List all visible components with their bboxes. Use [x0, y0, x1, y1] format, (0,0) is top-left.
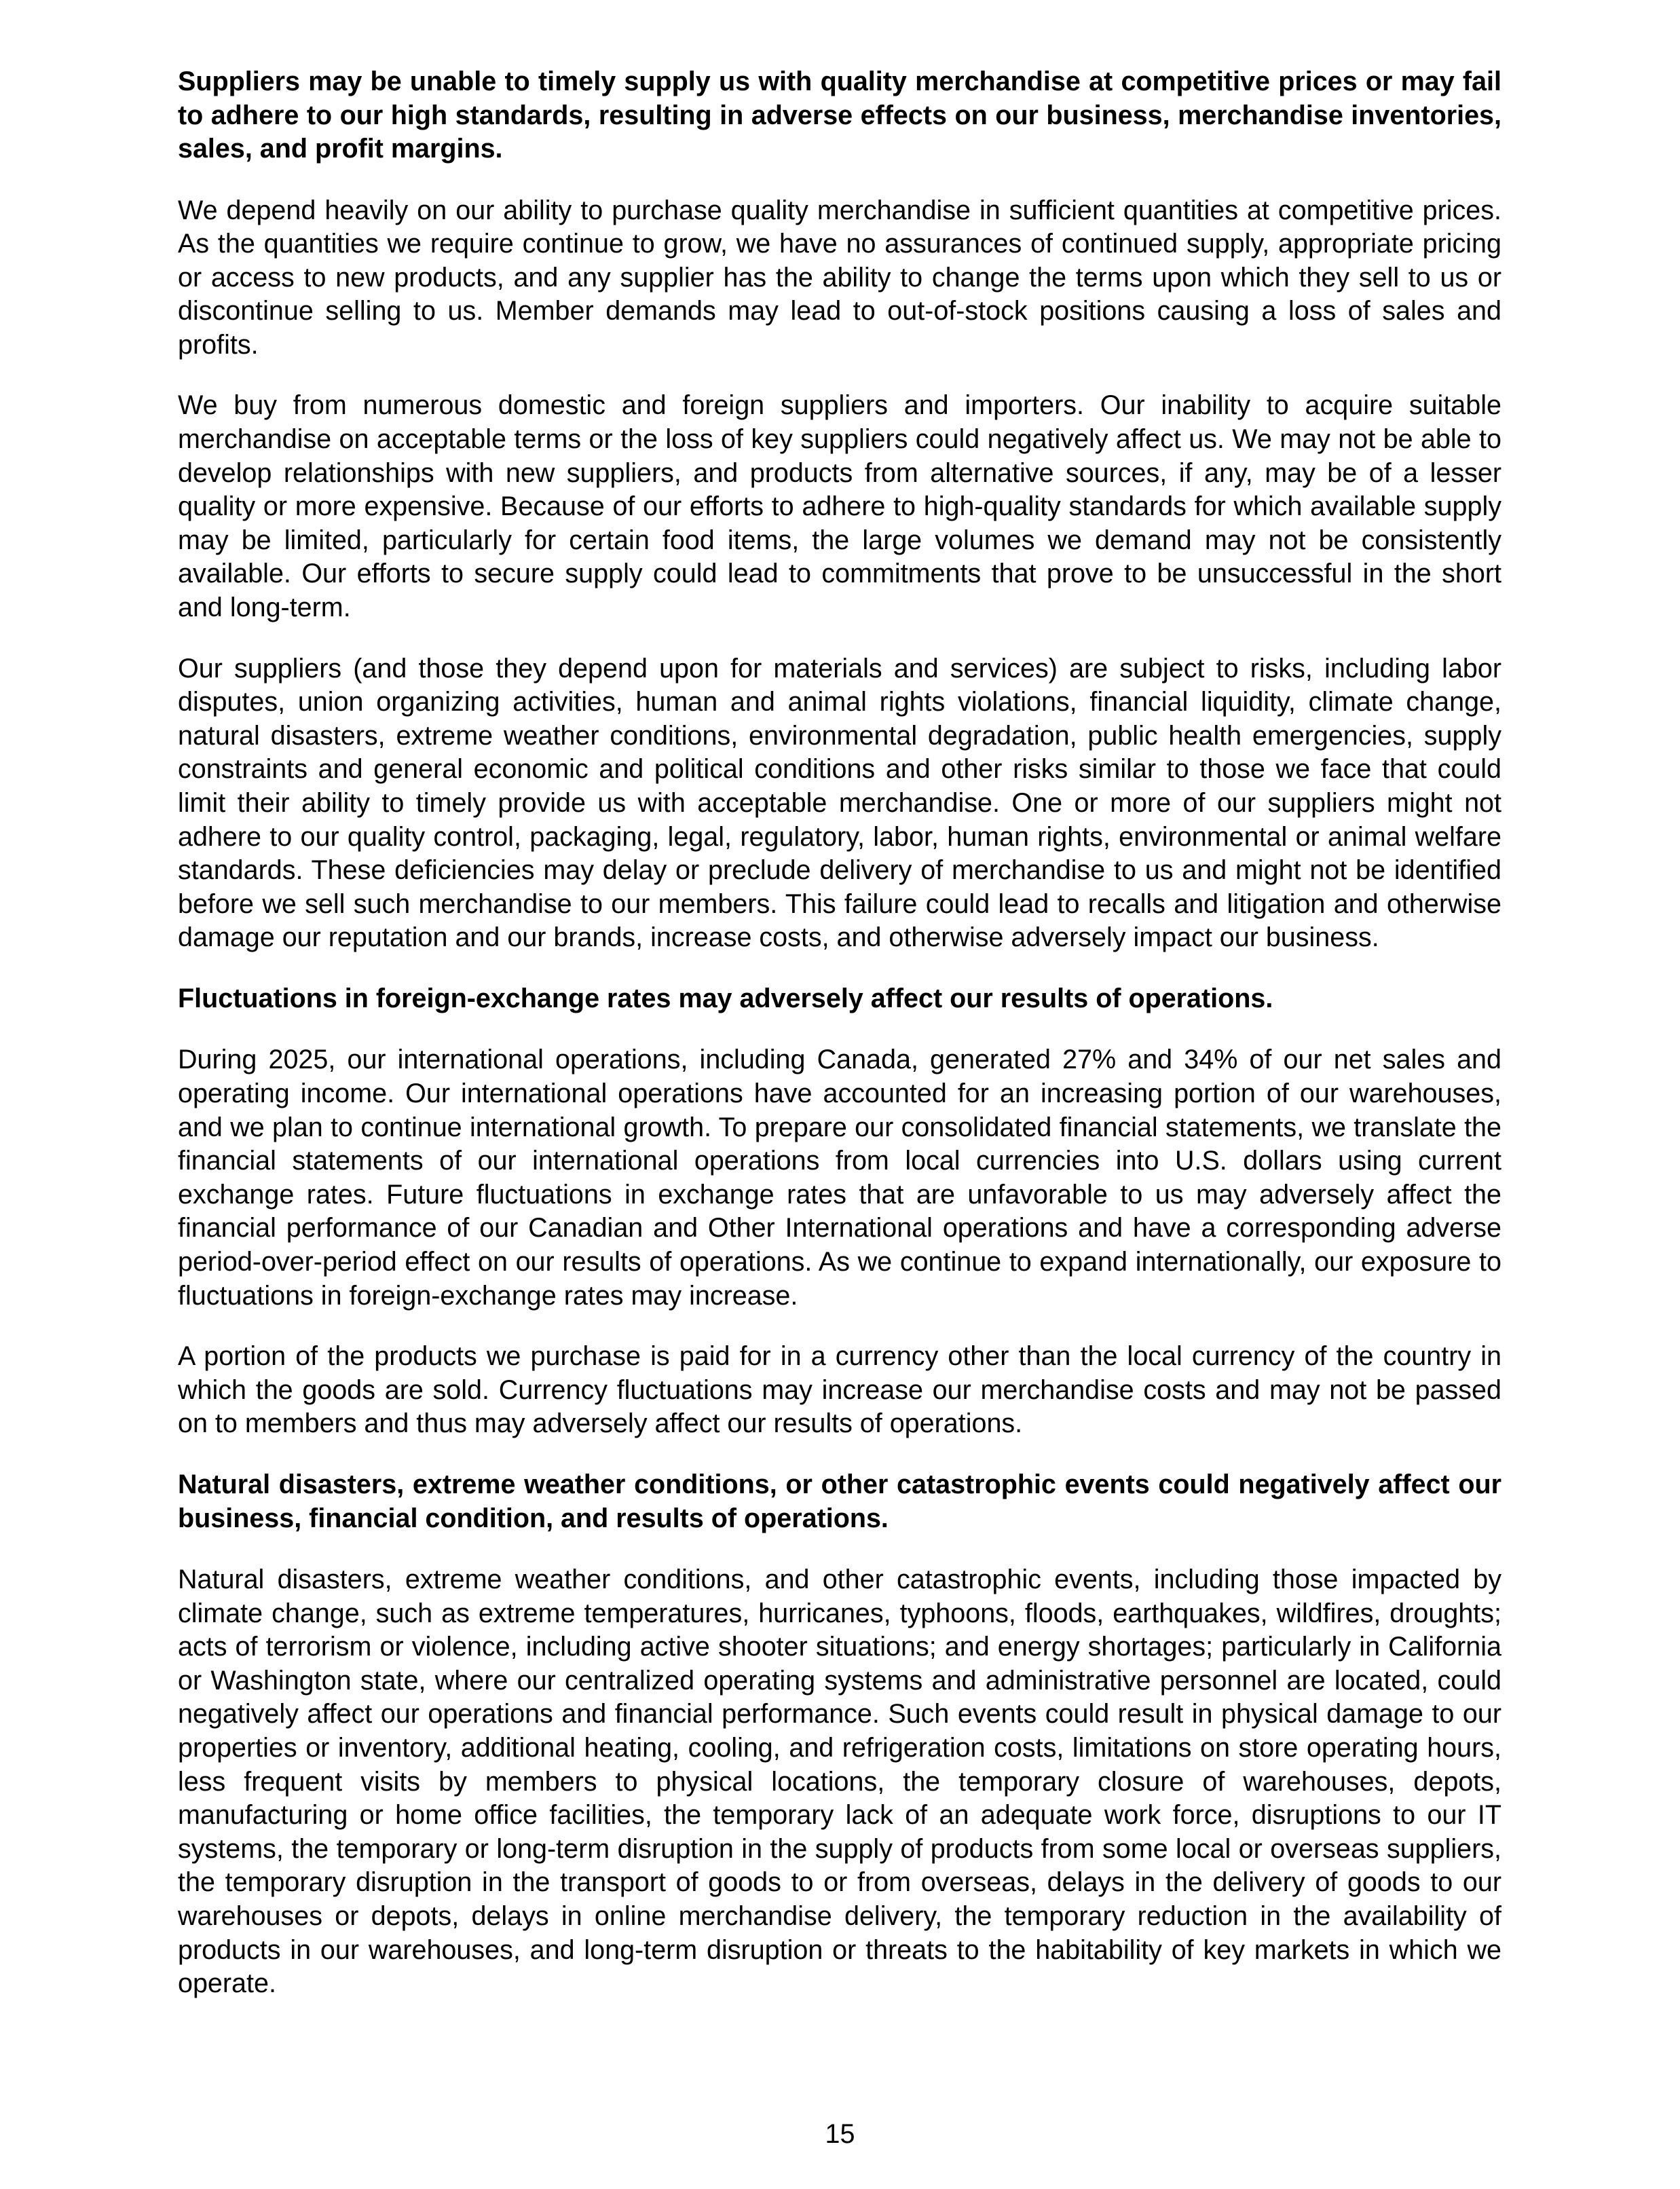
paragraph: We depend heavily on our ability to purchase quality merchandise in sufficient quantities at competitive prices. As the quantities we require continue to grow, we have no assurances of continued supply, appropriate pricing or access to new products, and any supplier has the ability to change the terms upon which they sell to us or discontinue selling to us. Member demands may lead to out-of-stock positions causing a loss of sales and profits. — [178, 195, 1501, 360]
document-body — [178, 65, 1501, 2028]
paragraph: During 2025, our international operations, including Canada, generated 27% and 34% of our net sales and operating income. Our international operations have accounted for an increasing portion of our warehouses, and we plan to continue international growth. To prepare our consolidated financial statements, we translate the financial statements of our international operations from local currencies into U.S. dollars using current exchange rates. Future fluctuations in exchange rates that are unfavorable to us may adversely affect the financial performance of our Canadian and Other International operations and have a corresponding adverse period-over-period effect on our results of operations. As we continue to expand internationally, our exposure to fluctuations in foreign-exchange rates may increase. — [178, 1045, 1501, 1311]
section-heading-foreign-exchange: Fluctuations in foreign-exchange rates may adversely affect our results of operations. — [178, 983, 1273, 1013]
section-heading-natural-disasters: Natural disasters, extreme weather conditions, or other catastrophic events could negatively affect our business, financial condition, and results of operations. — [178, 1470, 1501, 1533]
section-heading-suppliers: Suppliers may be unable to timely supply us with quality merchandise at competitive prices or may fail to adhere to our high standards, resulting in adverse effects on our business, merchandise inventories, sales, and profit margins. — [178, 67, 1501, 164]
paragraph: A portion of the products we purchase is paid for in a currency other than the local currency of the country in which the goods are sold. Currency fluctuations may increase our merchandise costs and may not be passed on to members and thus may adversely affect our results of operations. — [178, 1341, 1501, 1439]
paragraph: Natural disasters, extreme weather conditions, and other catastrophic events, including those impacted by climate change, such as extreme temperatures, hurricanes, typhoons, floods, earthquakes, wildfires, droughts; acts of terrorism or violence, including active shooter situations; and energy shortages; particularly in California or Washington state, where our centralized operating systems and administrative personnel are located, could negatively affect our operations and financial performance. Such events could result in physical damage to our properties or inventory, additional heating, cooling, and refrigeration costs, limitations on store operating hours, less frequent visits by members to physical locations, the temporary closure of warehouses, depots, manufacturing or home office facilities, the temporary lack of an adequate work force, disruptions to our IT systems, the temporary or long-term disruption in the supply of products from some local or overseas suppliers, the temporary disruption in the transport of goods to or from overseas, delays in the delivery of goods to our warehouses or depots, delays in online merchandise delivery, the temporary reduction in the availability of products in our warehouses, and long-term disruption or threats to the habitability of key markets in which we operate. — [178, 1565, 1501, 1999]
paragraph: Our suppliers (and those they depend upon for materials and services) are subject to risks, including labor disputes, union organizing activities, human and animal rights violations, financial liquidity, climate change, natural disasters, extreme weather conditions, environmental degradation, public health emergencies, supply constraints and general economic and political conditions and other risks similar to those we face that could limit their ability to timely provide us with acceptable merchandise. One or more of our suppliers might not adhere to our quality control, packaging, legal, regulatory, labor, human rights, environmental or animal welfare standards. These deficiencies may delay or preclude delivery of merchandise to us and might not be identified before we sell such merchandise to our members. This failure could lead to recalls and litigation and otherwise damage our reputation and our brands, increase costs, and otherwise adversely impact our business. — [178, 653, 1501, 953]
page-number: 15 — [825, 2119, 855, 2149]
paragraph: We buy from numerous domestic and foreign suppliers and importers. Our inability to acquire suitable merchandise on acceptable terms or the loss of key suppliers could negatively affect us. We may not be able to develop relationships with new suppliers, and products from alternative sources, if any, may be of a lesser quality or more expensive. Because of our efforts to adhere to high-quality standards for which available supply may be limited, particularly for certain food items, the large volumes we demand may not be consistently available. Our efforts to secure supply could lead to commitments that prove to be unsuccessful in the short and long-term. — [178, 390, 1501, 623]
